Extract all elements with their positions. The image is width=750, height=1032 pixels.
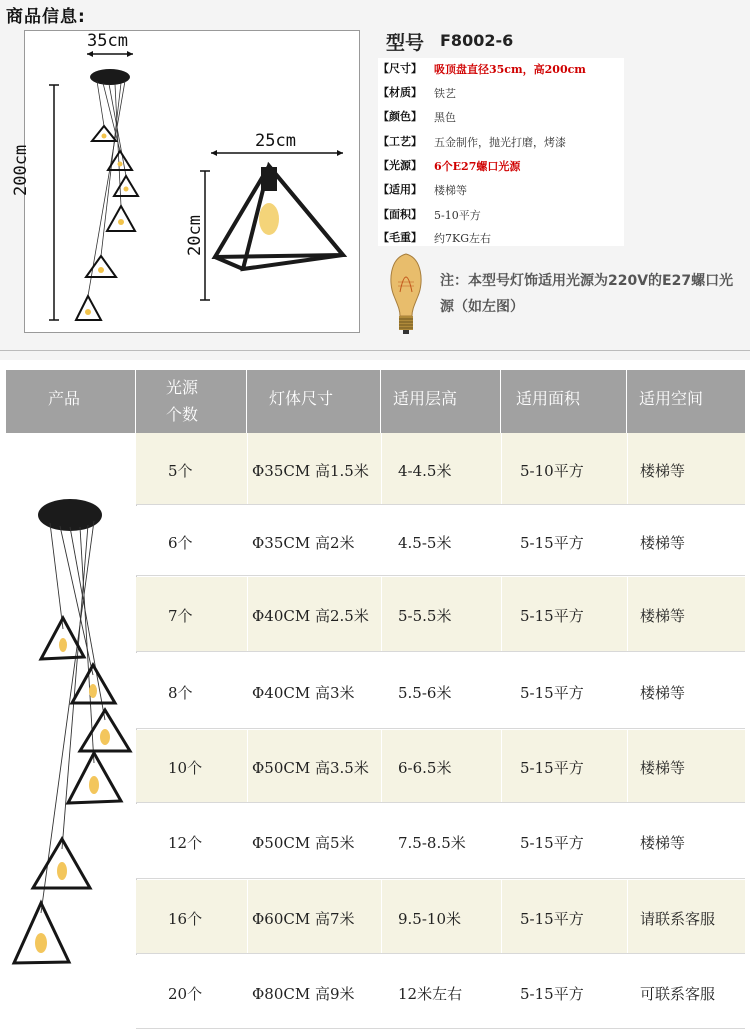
cell-text: Φ50CM 高5米 — [252, 834, 355, 852]
model-value: F8002-6 — [440, 31, 514, 50]
header-body-size: 灯体尺寸 — [247, 370, 380, 433]
table-cell — [247, 577, 381, 651]
table-cell — [381, 730, 501, 802]
table-cell — [381, 577, 501, 651]
table-cell — [501, 506, 627, 575]
cell-text: 楼梯等 — [640, 684, 686, 702]
cell-text: 5-15平方 — [520, 684, 584, 702]
table-cell — [136, 955, 246, 1028]
table-cell — [136, 653, 246, 728]
spec-value: 黑色 — [434, 111, 456, 124]
table-cell — [247, 653, 381, 728]
table-row — [136, 880, 745, 954]
cell-text: 可联系客服 — [640, 985, 716, 1003]
header-product: 产品 — [6, 370, 135, 433]
header-floor-height: 适用层高 — [381, 370, 500, 433]
spec-row-size — [378, 58, 624, 78]
spec-key: 【材质】 — [378, 86, 422, 99]
cell-text: Φ35CM 高1.5米 — [252, 462, 369, 480]
cell-text: 5-15平方 — [520, 834, 584, 852]
spec-row-usage — [378, 179, 624, 199]
cell-text: 4-4.5米 — [398, 462, 452, 480]
cell-text: 楼梯等 — [640, 834, 686, 852]
table-cell — [247, 804, 381, 878]
cell-text: 5个 — [168, 462, 193, 480]
product-image-column — [6, 433, 137, 1028]
spec-table — [6, 370, 745, 1028]
table-cell — [381, 506, 501, 575]
table-cell — [501, 880, 627, 953]
spec-value: 约7KG左右 — [434, 232, 492, 245]
cell-text: 16个 — [168, 910, 203, 928]
dimension-drawing — [25, 31, 359, 332]
cell-text: 5-15平方 — [520, 985, 584, 1003]
cell-text: 楼梯等 — [640, 462, 686, 480]
table-cell — [627, 955, 746, 1028]
spec-value: 6个E27螺口光源 — [434, 160, 521, 173]
light-source-note: 注：本型号灯饰适用光源为220V的E27螺口光源（如左图） — [440, 273, 734, 315]
cell-text: 9.5-10米 — [398, 910, 462, 928]
table-cell — [136, 880, 246, 953]
cell-text: 5-15平方 — [520, 534, 584, 552]
section-title: 商品信息: — [6, 7, 86, 27]
table-cell — [136, 506, 246, 575]
cell-text: 5-10平方 — [520, 462, 584, 480]
cell-text: 7.5-8.5米 — [398, 834, 466, 852]
cell-text: 请联系客服 — [640, 910, 716, 928]
table-cell — [136, 804, 246, 878]
spec-value: 铁艺 — [434, 87, 456, 100]
cell-text: 楼梯等 — [640, 534, 686, 552]
cell-text: 5-15平方 — [520, 607, 584, 625]
table-row — [136, 433, 745, 505]
table-cell — [501, 577, 627, 651]
cell-text: 5-15平方 — [520, 910, 584, 928]
header-light-count: 光源个数 — [136, 370, 246, 433]
table-row — [136, 577, 745, 652]
table-cell — [136, 730, 246, 802]
cell-text: 10个 — [168, 759, 203, 777]
cell-text: 5-15平方 — [520, 759, 584, 777]
table-cell — [627, 730, 746, 802]
cell-text: Φ50CM 高3.5米 — [252, 759, 369, 777]
spec-list — [378, 58, 624, 246]
table-cell — [136, 577, 246, 651]
cell-text: 4.5-5米 — [398, 534, 452, 552]
spec-key: 【光源】 — [378, 159, 422, 172]
divider — [0, 350, 750, 351]
table-cell — [247, 506, 381, 575]
spec-value: 楼梯等 — [434, 184, 467, 197]
cell-text: 5.5-6米 — [398, 684, 452, 702]
spec-key: 【适用】 — [378, 183, 422, 196]
spec-value: 五金制作，抛光打磨，烤漆 — [434, 136, 566, 149]
spec-row-light-source — [378, 155, 624, 175]
table-cell — [247, 955, 381, 1028]
spec-value: 5-10平方 — [434, 209, 481, 222]
table-row — [136, 804, 745, 879]
header-space: 适用空间 — [627, 370, 745, 433]
spec-row-process — [378, 131, 624, 151]
table-cell — [501, 653, 627, 728]
table-row — [136, 506, 745, 576]
spec-key: 【颜色】 — [378, 110, 422, 123]
table-cell — [247, 730, 381, 802]
cell-text: Φ40CM 高2.5米 — [252, 607, 369, 625]
table-row — [136, 955, 745, 1029]
table-cell — [627, 804, 746, 878]
table-row — [136, 730, 745, 803]
cell-text: 12米左右 — [398, 985, 463, 1003]
table-cell — [136, 433, 246, 504]
shade-width-label: 25cm — [255, 131, 296, 151]
spec-key: 【工艺】 — [378, 135, 422, 148]
spec-row-area — [378, 204, 624, 224]
cell-text: 20个 — [168, 985, 203, 1003]
table-cell — [627, 433, 746, 504]
table-cell — [501, 730, 627, 802]
edison-bulb-image — [384, 252, 428, 336]
cell-text: 5-5.5米 — [398, 607, 452, 625]
spec-row-weight — [378, 227, 624, 247]
cell-text: Φ60CM 高7米 — [252, 910, 355, 928]
table-cell — [381, 653, 501, 728]
spec-value: 吸顶盘直径35cm，高200cm — [434, 63, 586, 76]
header-area: 适用面积 — [501, 370, 626, 433]
cell-text: 7个 — [168, 607, 193, 625]
table-cell — [381, 804, 501, 878]
cell-text: 6个 — [168, 534, 193, 552]
table-cell — [247, 433, 381, 504]
table-row — [136, 653, 745, 729]
cell-text: 12个 — [168, 834, 203, 852]
table-cell — [501, 433, 627, 504]
cell-text: Φ40CM 高3米 — [252, 684, 355, 702]
spec-key: 【毛重】 — [378, 231, 422, 244]
cell-text: Φ80CM 高9米 — [252, 985, 355, 1003]
table-cell — [381, 955, 501, 1028]
spec-row-material — [378, 82, 624, 102]
table-cell — [381, 433, 501, 504]
model-label: 型号 — [386, 32, 425, 54]
table-cell — [381, 880, 501, 953]
pendant-width-label: 35cm — [87, 31, 128, 51]
cell-text: Φ35CM 高2米 — [252, 534, 355, 552]
cell-text: 楼梯等 — [640, 607, 686, 625]
spec-row-color — [378, 106, 624, 126]
table-cell — [501, 955, 627, 1028]
dimension-diagram — [11, 30, 360, 333]
table-cell — [627, 653, 746, 728]
table-cell — [627, 880, 746, 953]
pendant-height-label: 200cm — [11, 144, 31, 196]
cell-text: 8个 — [168, 684, 193, 702]
product-image — [6, 433, 136, 1028]
spec-key: 【尺寸】 — [378, 62, 422, 75]
table-cell — [501, 804, 627, 878]
table-cell — [247, 880, 381, 953]
cell-text: 楼梯等 — [640, 759, 686, 777]
table-cell — [627, 577, 746, 651]
shade-height-label: 20cm — [185, 215, 205, 256]
spec-key: 【面积】 — [378, 208, 422, 221]
cell-text: 6-6.5米 — [398, 759, 452, 777]
table-cell — [627, 506, 746, 575]
